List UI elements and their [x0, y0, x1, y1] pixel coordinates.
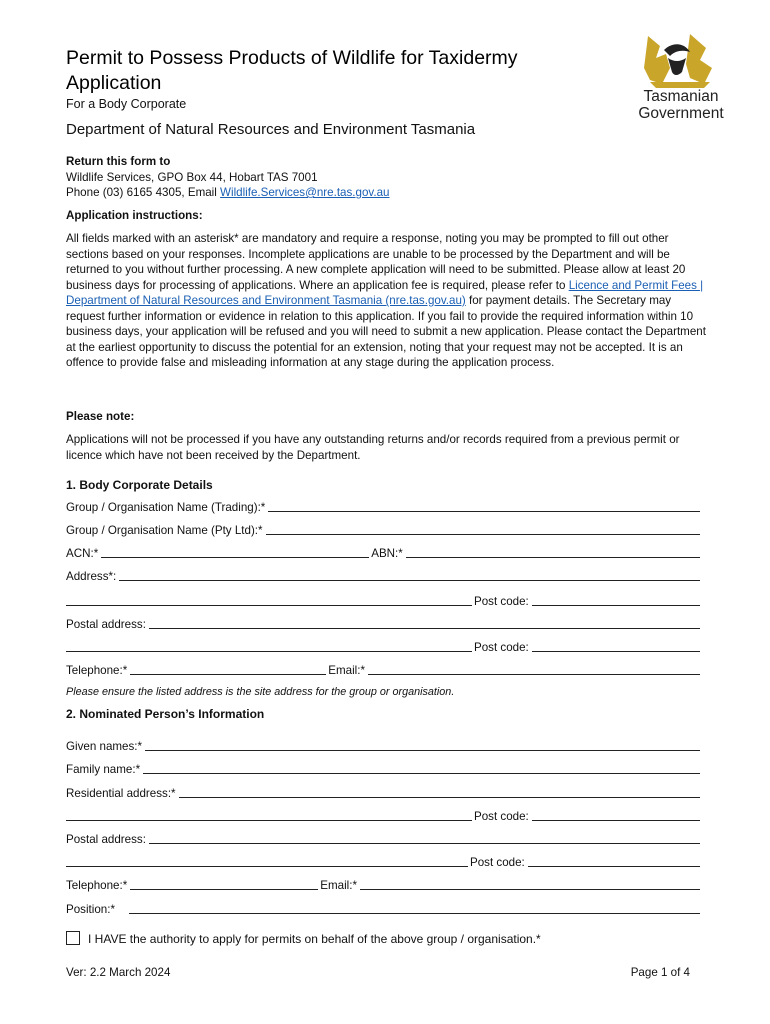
form-subtitle: For a Body Corporate: [66, 97, 187, 111]
phone-email-row: Telephone:* Email:*: [66, 661, 702, 677]
telephone-input[interactable]: [130, 663, 326, 675]
nominee-telephone-input[interactable]: [130, 878, 318, 890]
note-text: Applications will not be processed if you have any outstanding returns and/or records required from a previous permit or licence which have not been received by the Department.: [66, 433, 680, 462]
version-label: Ver: 2.2 March 2024: [66, 966, 171, 979]
residential-postcode-row: Post code:: [66, 807, 702, 823]
instructions-heading: Application instructions:: [66, 209, 203, 222]
abn-input[interactable]: [406, 546, 700, 558]
note-heading: Please note:: [66, 410, 135, 423]
department-name: Department of Natural Resources and Environment Tasmania: [66, 121, 476, 138]
given-names-field[interactable]: Given names:*: [66, 737, 702, 753]
residential-address-input[interactable]: [179, 786, 700, 798]
return-section: [66, 154, 706, 201]
email-link[interactable]: Wildlife.Services@nre.tas.gov.au: [220, 186, 390, 199]
ptyltd-name-field[interactable]: Group / Organisation Name (Pty Ltd):*: [66, 521, 702, 537]
address-input[interactable]: [119, 569, 700, 581]
authority-checkbox[interactable]: [66, 931, 80, 945]
family-name-input[interactable]: [143, 762, 700, 774]
postal-address-input[interactable]: [149, 617, 700, 629]
nominee-email-input[interactable]: [360, 878, 700, 890]
return-contact: Phone (03) 6165 4305, Email Wildlife.Services@nre.tas.gov.au: [66, 186, 390, 199]
form-title: Permit to Possess Products of Wildlife for Taxidermy Application: [66, 47, 518, 94]
ptyltd-name-input[interactable]: [266, 523, 700, 535]
residential-line2-input[interactable]: [66, 809, 472, 821]
postcode-input[interactable]: [532, 594, 700, 606]
logo-text: Tasmanian Government: [638, 88, 724, 122]
trading-name-field[interactable]: Group / Organisation Name (Trading):*: [66, 498, 702, 514]
address-postcode-row: Post code:: [66, 592, 702, 608]
nominee-phone-email-row: Telephone:* Email:*: [66, 876, 702, 892]
trading-name-input[interactable]: [268, 500, 700, 512]
email-input[interactable]: [368, 663, 700, 675]
postal-address-field[interactable]: Postal address:: [66, 615, 702, 631]
nominee-postal-postcode-input[interactable]: [528, 855, 700, 867]
acn-input[interactable]: [101, 546, 369, 558]
section1-heading: 1. Body Corporate Details: [66, 478, 213, 492]
nominee-postal-address-field[interactable]: Postal address:: [66, 830, 702, 846]
postal-line2-input[interactable]: [66, 640, 472, 652]
address-field[interactable]: Address*:: [66, 567, 702, 583]
residential-postcode-input[interactable]: [532, 809, 700, 821]
residential-address-field[interactable]: Residential address:*: [66, 784, 702, 800]
position-input[interactable]: [129, 902, 700, 914]
nominee-postal-address-input[interactable]: [149, 832, 700, 844]
authority-label: I HAVE the authority to apply for permits on behalf of the above group / organisation.*: [88, 932, 541, 946]
authority-checkbox-row[interactable]: [66, 931, 706, 948]
nominee-postal-line2-input[interactable]: [66, 855, 468, 867]
address-line2-input[interactable]: [66, 594, 472, 606]
position-field[interactable]: Position:*: [66, 900, 702, 916]
section2-heading: 2. Nominated Person’s Information: [66, 707, 265, 721]
fees-link[interactable]: Licence and Permit Fees | Department of Natural Resources and Environment Tasmania (nre.tas.gov.au): [66, 278, 704, 307]
return-address: Wildlife Services, GPO Box 44, Hobart TAS 7001: [66, 170, 318, 184]
postal-postcode-input[interactable]: [532, 640, 700, 652]
given-names-input[interactable]: [145, 739, 700, 751]
acn-abn-row: ACN:* ABN:*: [66, 544, 702, 560]
return-heading: Return this form to: [66, 155, 171, 168]
instructions-text: All fields marked with an asterisk* are mandatory and require a response, noting you may be prompted to fill out other sections based on your responses. Incomplete applications are unable to be processed by the Department and will be returned to you without further processing. A new complete application will need to be submitted. Please allow at least 20 business days for processing of applications. Where an application fee is required, please refer to Licence and Permit Fees | Department of Natural Resources and Environment Tasmania (nre.tas.gov.au) for payment details. The Secretary may request further information or evidence in relation to this application. If you fail to provide the required information within 10 business days, your application will be refused and you will need to submit a new application. Please contact the Department at the earliest opportunity to discuss the potential for an extension, noting that your request may not be accepted. It is an offence to provide false and misleading information at any stage during the application process.: [66, 232, 706, 369]
page-number: Page 1 of 4: [630, 966, 690, 979]
address-note: Please ensure the listed address is the site address for the group or organisation.: [66, 686, 455, 698]
family-name-field[interactable]: Family name:*: [66, 760, 702, 776]
postal-postcode-row: Post code:: [66, 638, 702, 654]
nominee-postal-postcode-row: Post code:: [66, 853, 702, 869]
